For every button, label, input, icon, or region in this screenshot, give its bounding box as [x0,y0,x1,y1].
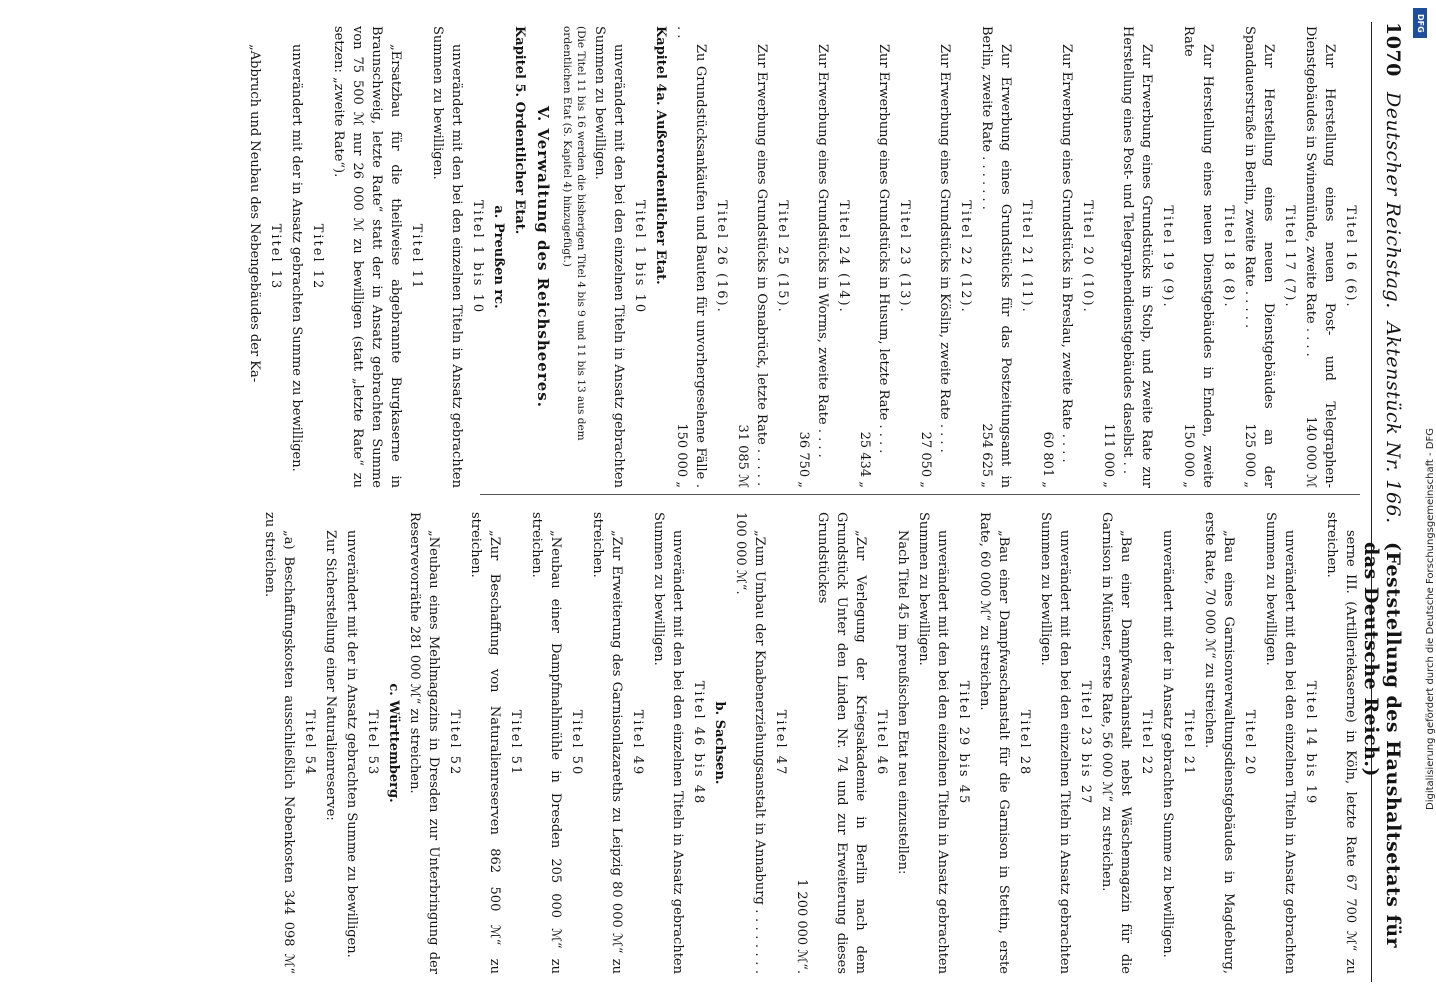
paragraph: „Zur Erweiterung des Garnisonlazareths zu Leipzig 80 000 ℳ“ zu streichen. [590,512,624,974]
paragraph: „a) Beschaffungskosten ausschließlich Nebenkosten 344 098 ℳ“ zu streichen. [262,512,296,974]
margin-note [1412,190,1436,810]
paragraph: „Bau einer Dampfwaschanstalt nebst Wäschemagazin für die Garnison in Münster, erste Rate, 56 000 ℳ“ zu streichen. [1099,512,1133,974]
budget-item-text: Zur Erwerbung eines Grundstücks in Köslin, zweite Rate . . . . [937,44,952,453]
chapter-heading: Kapitel 5. Ordentlicher Etat. [512,26,527,235]
paragraph: unverändert mit den bei den einzelnen Titeln in Ansatz gebrachten Summen zu bewilligen. [592,26,626,488]
right-text-column [258,512,1360,974]
title-heading: Titel 17 (7). [1282,205,1297,309]
title-heading: Titel 53 [365,709,380,777]
paragraph: „Bau einer Dampfwaschanstalt für die Garnison in Stettin, erste Rate, 60 000 ℳ“ zu streichen. [977,512,1011,974]
title-heading: Titel 29 bis 45 [956,680,971,806]
chapter-heading: Kapitel 4a. Außerordentlicher Etat. [653,26,668,285]
budget-item-text: Zur Erwerbung eines Grundstücks in Worms, zweite Rate . . . . [815,44,830,458]
budget-amount: 27 050 „ [918,431,933,488]
budget-amount: 150 000 „ [674,423,689,488]
budget-item [1038,26,1076,488]
budget-amount: 140 000 ℳ [1303,416,1318,488]
title-heading: Titel 14 bis 19 [1303,680,1318,806]
subsection-heading: c. Württemberg. [386,683,401,803]
amount-line: 1 200 000 ℳ“. [794,879,809,974]
title-heading: Titel 1 bis 10 [470,199,485,315]
paragraph: Zur Sicherstellung einer Naturalienreserve: [323,530,338,821]
title-heading: Titel 13 [268,223,283,291]
title-heading: Titel 26 (16). [714,200,729,314]
title-heading: Titel 16 (6). [1343,205,1358,309]
title-heading: Titel 21 (11). [1019,200,1034,314]
paragraph: Nach Titel 45 im preußischen Etat neu einzustellen: [895,530,910,875]
paragraph: „Zur Beschaffung von Naturalienreserven 862 500 ℳ“ zu streichen. [468,512,502,974]
page-number: 1070 [1382,22,1404,77]
title-heading: Titel 51 [508,709,523,777]
budget-item [672,26,710,488]
paragraph: unverändert mit den bei den einzelnen Titeln in Ansatz gebrachten Summen zu bewilligen. [430,26,464,488]
title-heading: Titel 47 [773,709,788,777]
paragraph: unverändert mit den bei den einzelnen Titeln in Ansatz gebrachten Summen zu bewilligen. [916,512,950,974]
title-heading: Titel 20 (10). [1080,200,1095,314]
title-heading: Titel 12 [310,223,325,291]
budget-item-text: Zur Erwerbung eines Grundstücks für das Postzeitungsamt in Berlin, zweite Rate . . . . . . . [979,26,1013,488]
budget-item [733,26,771,488]
budget-item-text: Zur Erwerbung eines Grundstücks in Stolp, und zweite Rate zur Herstellung eines Post- und Telegraphendienstgebäudes daselbst . . [1120,26,1154,488]
title-heading: Titel 1 bis 10 [632,199,647,315]
title-heading: Titel 46 [874,709,889,777]
budget-item-text: Zur Erwerbung eines Grundstücks in Husum, letzte Rate . . . . [876,44,891,454]
paragraph: unverändert mit den bei den einzelnen Titeln in Ansatz gebrachten Summen zu bewilligen. [1263,512,1297,974]
budget-amount: 125 000 „ [1242,423,1257,488]
section-heading: V. Verwaltung des Reichsheeres. [534,106,552,408]
title-heading: Titel 23 (13). [897,200,912,314]
title-heading: Titel 49 [630,709,645,777]
paragraph: „Bau eines Garnisonverwaltungsdienstgebäudes in Magdeburg, erste Rate, 70 000 ℳ“ zu streichen. [1202,512,1236,974]
footnote: (Die Titel 11 bis 16 werden die bisherigen Titel 4 bis 9 und 11 bis 13 aus dem ordentlichen Etat (S. Kapitel 4) hinzugefügt.) [561,26,587,441]
budget-item-text: Zur Erwerbung eines Grundstücks in Breslau, zweite Rate . . . . [1059,44,1074,463]
paragraph: unverändert mit der in Ansatz gebrachten Summe zu bewilligen. [289,44,304,472]
paragraph: „Abbruch und Neubau des Nebengebäudes der Ka- [247,44,262,383]
budget-item [1099,26,1156,488]
budget-item-text: Zur Erwerbung eines Grundstücks in Osnabrück, letzte Rate . . . . . [754,44,769,487]
document-subject: (Feststellung des Haushaltsetats für das Deutsche Reich.) [1360,542,1404,949]
title-heading: Titel 25 (15). [775,200,790,314]
title-heading: Titel 21 [1181,709,1196,777]
title-heading: Titel 18 (8). [1221,205,1236,309]
budget-amount: 36 750 „ [796,431,811,488]
subsection-heading: a. Preußen rc. [491,205,506,309]
budget-item [1179,26,1217,488]
budget-item [977,26,1015,488]
budget-item-text: Zur Herstellung eines neuen Dienstgebäudes an der Spandauerstraße in Berlin, zweite Rate . . . . . [1242,26,1276,488]
title-heading: Titel 50 [569,709,584,777]
paragraph: „Neubau einer Dampfmahlmühle in Dresden 205 000 ℳ“ zu streichen. [529,512,563,974]
budget-item [794,26,832,488]
budget-amount: 150 000 „ [1181,423,1196,488]
budget-item [855,26,893,488]
title-heading: Titel 20 [1242,709,1257,777]
budget-item-text: Zu Grundstücksankäufen und Bauten für unvorhergesehene Fälle . . . [674,26,708,488]
funding-note: Digitalisierung gefördert durch die Deutsche Forschungsgemeinschaft - DFG [1425,427,1436,810]
title-heading: Titel 28 [1017,709,1032,777]
paragraph: „Ersatzbau für die theilweise abgebrannte Burgkaserne in Braunschweig, letzte Rate“ statt der in Ansatz gebrachten Summe von 75 500 ℳ nur 26 000 ℳ zu bewilligen (statt „letzte Rate“ zu setzen: „zweite Rate“). [331,26,403,488]
paragraph: „Zum Umbau der Knabenerziehungsanstalt in Annaburg . . . . . . . . 100 000 ℳ“. [733,512,767,974]
title-heading: Titel 22 [1139,709,1154,777]
title-heading: Titel 24 (14). [836,200,851,314]
paragraph: unverändert mit den bei den einzelnen Titeln in Ansatz gebrachten Summen zu bewilligen. [1038,512,1072,974]
paragraph: unverändert mit der in Ansatz gebrachten Summe zu bewilligen. [1160,530,1175,958]
budget-item [1240,26,1278,488]
title-heading: Titel 19 (9). [1160,205,1175,309]
publication-title: Deutscher Reichstag. [1382,92,1404,309]
budget-amount: 254 625 „ [979,423,994,488]
dfg-logo: DFG [1413,8,1427,38]
column-divider [480,494,1360,495]
budget-amount: 60 801 „ [1040,431,1055,488]
title-heading: Titel 54 [302,709,317,777]
title-heading: Titel 52 [447,709,462,777]
budget-item-text: Zur Herstellung eines neuen Dienstgebäudes in Emden, zweite Rate [1181,26,1215,488]
document-number: Aktenstück Nr. 166. [1382,322,1404,524]
budget-amount: 111 000 „ [1101,423,1116,488]
paragraph: „Neubau eines Mehlmagazins in Dresden zur Unterbringung der Reservevorräthe 281 000 ℳ“ zu streichen. [407,512,441,974]
title-heading: Titel 22 (12). [958,200,973,314]
title-heading: Titel 23 bis 27 [1078,680,1093,806]
title-heading: Titel 46 bis 48 [691,680,706,806]
title-heading: Titel 11 [409,223,424,291]
paragraph: unverändert mit den bei den einzelnen Titeln in Ansatz gebrachten Summen zu bewilligen. [651,512,685,974]
subsection-heading: b. Sachsen. [712,701,727,785]
budget-item [1301,26,1339,488]
paragraph: „Zur Verlegung der Kriegsakademie in Berlin nach dem Grundstück Unter den Linden Nr. 74 und zur Erweiterung dieses Grundstückes [815,512,868,974]
paragraph: serne III. (Artilleriekaserne) in Köln, letzte Rate 67 700 ℳ“ zu streichen. [1324,512,1358,974]
page-header [1360,22,1406,982]
budget-amount: 31 085 ℳ [735,424,750,488]
paragraph: unverändert mit der in Ansatz gebrachten Summe zu bewilligen. [344,530,359,958]
budget-amount: 25 434 „ [857,431,872,488]
budget-item-text: Zur Herstellung eines neuen Post- und Telegraphen-Dienstgebäudes in Swinemünde, zweite Rate . . . . [1303,26,1337,488]
budget-item [916,26,954,488]
left-text-column [243,26,1360,488]
